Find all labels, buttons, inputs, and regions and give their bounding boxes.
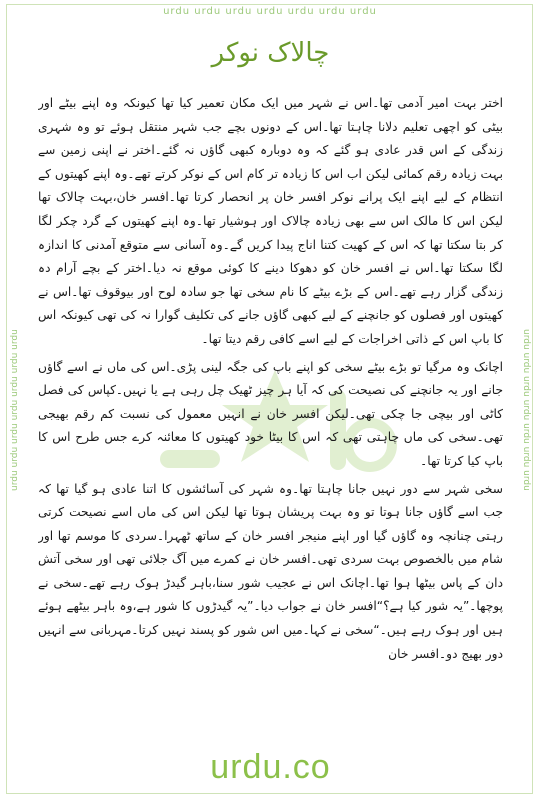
story-paragraph: سخی شہر سے دور نہیں جانا چاہتا تھا۔وہ شہر کی آسائشوں کا اتنا عادی ہو گیا تھا کہ جب اسے گاؤں جانا ہوتا تو وہ بہت پریشان ہوتا تھا لیکن اس کی ماں اسے نصیحت کرتی رہتی چنانچہ وہ گاؤں گیا اور اپنے منیجر افسر خان کے ساتھ ٹھہرا۔سردی کا موسم تھا اور شام میں بالخصوص بہت سردی تھی۔افسر خان نے کمرے میں آگ جلائی تھی اور سخی آتش دان کے پاس بیٹھا ہوا تھا۔اچانک اس نے عجیب شور سنا،باہر گیدڑ ہوک رہے تھے۔سخی نے پوچھا۔”یہ شور کیا ہے؟“افسر خان نے جواب دیا۔”یہ گیدڑوں کا شور ہے،وہ باہر بیٹھے ہوئے ہیں اور ہوک رہے ہیں۔“سخی نے کہا۔میں اس شور کو پسند نہیں کرتا۔مہربانی سے انہیں دور بھیج دو۔افسر خان: [38, 481, 503, 661]
decorative-border-left: urdu urdu urdu urdu urdu urdu urdu: [10, 329, 20, 491]
story-paragraph: اچانک وہ مرگیا تو بڑے بیٹے سخی کو اپنے باپ کی جگہ لینی پڑی۔اس کی ماں نے اسے گاؤں جانے اور یہ جانچنے کی نصیحت کی کہ آیا ہر چیز ٹھیک چل رہی ہے یا نہیں۔کپاس کی فصل کاٹی اور بیچی جا چکی تھی۔لیکن افسر خان نے انہیں معمول کی نسبت کم رقم بھیجی تھی۔سخی کی ماں چاہتی تھی کہ اس کا بیٹا خود کھیتوں کا معائنہ کرے جس طرح اس کا باپ کیا کرتا تھا۔: [38, 359, 503, 468]
story-title: چالاک نوکر: [211, 38, 330, 68]
story-body: [38, 92, 503, 712]
story-paragraph: اختر بہت امیر آدمی تھا۔اس نے شہر میں ایک مکان تعمیر کیا تھا کیونکہ وہ اپنے بیٹے اور بیٹی کو اچھی تعلیم دلانا چاہتا تھا۔اس کے دونوں بچے جب شہر منتقل ہوئے تو وہ شہری زندگی کے اس قدر عادی ہو گئے کہ وہ دوبارہ کبھی گاؤں نہ گئے۔اختر نے اپنی زمین سے بہت زیادہ رقم کمائی لیکن اب اس کا زیادہ تر کام اس کے نوکر کرتے تھے۔وہ اپنے کھیتوں کے انتظام کے لیے اپنے ایک پرانے نوکر افسر خان پر انحصار کرتا تھا۔افسر خان،بہت چالاک تھا لیکن اس کا مالک اس سے بھی زیادہ چالاک اور ہوشیار تھا۔وہ اپنے کھیتوں کے گرد چکر لگا کر بتا سکتا تھا کہ اس کے کھیت کتنا اناج پیدا کریں گے۔وہ آسانی سے متوقع آمدنی کا اندازہ لگا سکتا تھا۔اس نے افسر خان کو دھوکا دینے کا کوئی موقع نہ دیا۔اختر کے بچے آرام دہ زندگی گزار رہے تھے۔اس کے بڑے بیٹے کا نام سخی تھا جو سادہ لوح اور بیوقوف تھا۔اس نے کھیتوں اور فصلوں کو جانچنے کے لیے کبھی گاؤں جانے کی تکلیف گوارا نہ کی تھی کیونکہ اس کا باپ اس کے ذاتی اخراجات کے لیے اسے کافی رقم دیتا تھا۔: [38, 96, 503, 346]
decorative-border-top: urdu urdu urdu urdu urdu urdu urdu: [163, 6, 377, 17]
site-logo: urdu.co: [210, 748, 331, 786]
decorative-border-right: urdu urdu urdu urdu urdu urdu urdu: [521, 329, 531, 491]
